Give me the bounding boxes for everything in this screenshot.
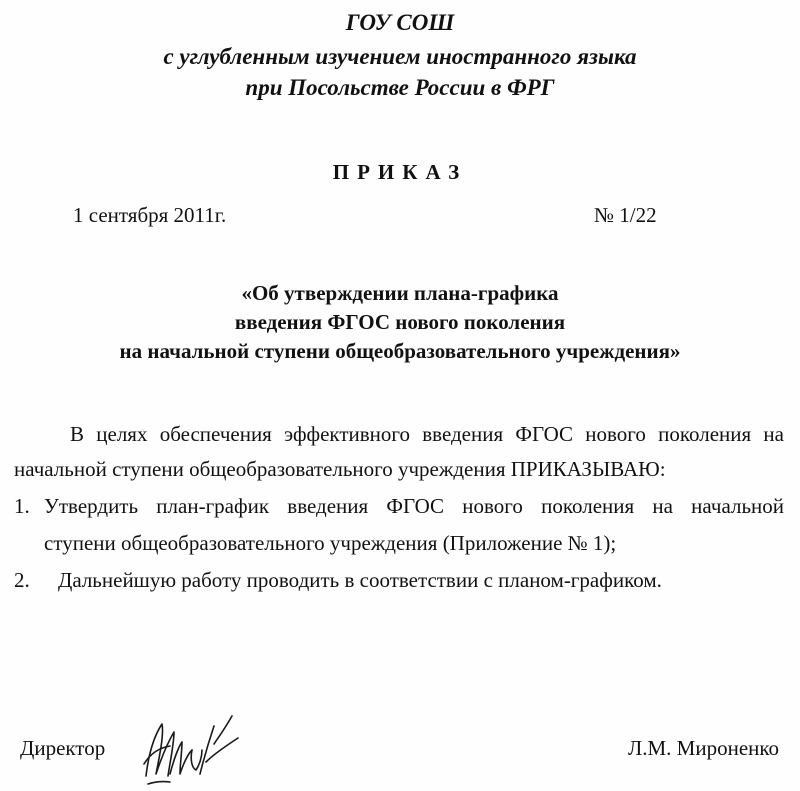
order-date: 1 сентября 2011г. [73, 203, 227, 227]
signatory-position: Директор [20, 736, 106, 760]
list-item-1-line-2: ступени общеобразовательного учреждения (Приложение № 1); [44, 531, 617, 555]
list-item-1-line-1: Утвердить план-график введения ФГОС нового поколения на начальной [44, 494, 784, 518]
order-title: ПРИКАЗ [332, 160, 468, 184]
school-description: с углубленным изучением иностранного языка [163, 44, 637, 69]
list-item-2-number: 2. [14, 568, 30, 592]
list-item-2-line-1: Дальнейшую работу проводить в соответствии с планом-графиком. [58, 568, 662, 592]
handwritten-signature [140, 704, 240, 790]
order-number: № 1/22 [594, 203, 657, 227]
subject-line-3: на начальной ступени общеобразовательного учреждения» [119, 339, 681, 363]
subject-line-2: введения ФГОС нового поколения [234, 310, 566, 334]
signatory-name: Л.М. Мироненко [628, 736, 780, 760]
school-name: ГОУ СОШ [345, 10, 455, 35]
list-item-1-number: 1. [14, 494, 30, 518]
school-location: при Посольстве России в ФРГ [245, 75, 555, 100]
intro-paragraph-line-2: начальной ступени общеобразовательного учреждения ПРИКАЗЫВАЮ: [14, 457, 666, 481]
subject-line-1: «Об утверждении плана-графика [241, 281, 559, 305]
intro-paragraph-line-1: В целях обеспечения эффективного введения ФГОС нового поколения на [70, 422, 784, 446]
